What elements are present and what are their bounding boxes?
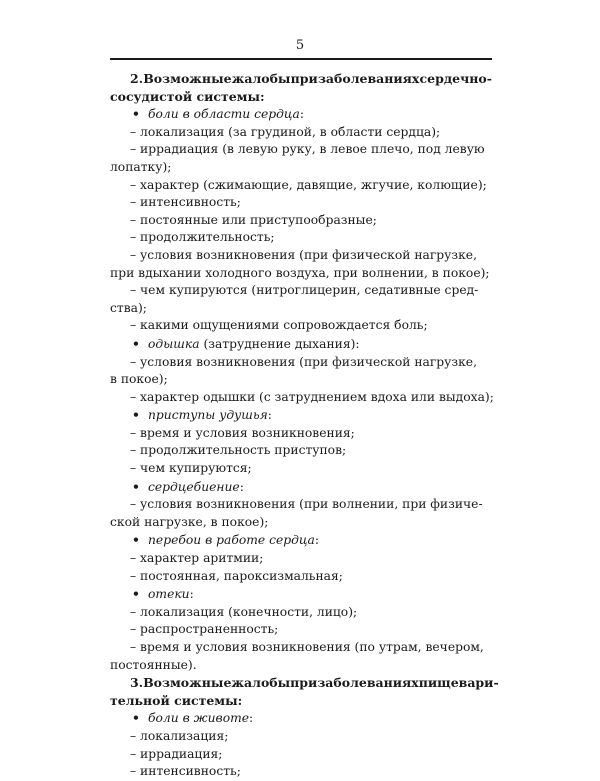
title-word: 3. [130,675,144,691]
list-item: – постоянные или приступообразные; [130,212,377,227]
bullet-icon: • [132,335,140,351]
bullet-heading-edema [110,585,492,604]
bullet-suffix: (затруднение дыхания): [199,336,360,351]
list-item: ской нагрузке, в покое); [110,514,269,529]
list-item: – условия возникновения (при волнении, при физиче- [130,497,483,512]
page-number: 5 [295,38,305,53]
bullet-icon: • [132,407,140,423]
list-item: – время и условия возникновения; [130,425,355,440]
list-item: лопатку); [110,159,172,174]
title-word: сердечно- [419,71,492,86]
title-word: пищевари- [418,675,499,691]
bullet-icon: • [132,710,140,726]
bullet-label: сердцебиение [148,479,240,494]
list-item: – продолжительность; [130,230,275,245]
section-2-title-line-1 [110,70,492,88]
list-item: – характер аритмии; [130,551,264,566]
bullet-icon: • [132,586,140,602]
header-rule [110,58,492,60]
title-word: Возможные [143,71,232,86]
title-word: при [290,71,318,86]
bullet-suffix: : [189,587,194,602]
page-content [110,70,499,781]
title-word: Возможные [143,675,232,691]
bullet-heading-pain [110,105,492,124]
bullet-label: отеки [148,587,190,602]
bullet-label: боли в животе [148,711,250,726]
bullet-suffix: : [249,711,254,726]
title-word: заболеваниях [317,675,419,691]
list-item: – интенсивность; [130,764,241,779]
section-3-title-line-1 [110,674,499,692]
list-item-text: – иррадиация (в левую руку, в левое плечо, под левую [130,142,485,157]
title-word: жалобы [231,71,291,86]
title-word: при [290,675,318,691]
bullet-icon: • [132,532,140,548]
bullet-suffix: : [239,479,244,494]
list-item: – локализация (за грудиной, в области сердца); [130,124,441,139]
list-item: постоянные). [110,657,197,672]
list-item [110,141,492,159]
list-item: в покое); [110,372,168,387]
title-word: заболеваниях [317,71,420,86]
list-item: – распространенность; [130,622,279,637]
bullet-icon: • [132,478,140,494]
list-item: – иррадиация; [130,746,223,761]
list-item: – продолжительность приступов; [130,443,347,458]
list-item: – характер (сжимающие, давящие, жгучие, колющие); [130,177,487,192]
list-item: при вдыхании холодного воздуха, при волнении, в покое); [110,265,490,280]
list-item: – условия возникновения (при физической нагрузке, [130,247,477,262]
title-word: жалобы [231,675,291,691]
bullet-label: боли в области сердца [148,107,300,122]
bullet-suffix: : [314,533,320,548]
list-item: – какими ощущениями сопровождается боль; [130,318,428,333]
list-item: – время и условия возникновения (по утрам, вечером, [130,640,484,654]
bullet-heading-palpitation [110,478,492,497]
list-item: – чем купируются (нитроглицерин, седативные сред- [130,283,479,298]
bullet-heading-suffocation [110,406,492,425]
list-item: – постоянная, пароксизмальная; [130,568,343,583]
list-item: – интенсивность; [130,195,241,210]
title-word: 2. [130,71,144,86]
bullet-suffix: : [267,408,272,423]
bullet-icon: • [132,106,140,122]
bullet-label: перебои в работе сердца [148,533,315,548]
list-item: – локализация (конечности, лицо); [130,604,358,619]
bullet-heading-abdominal-pain [110,709,492,728]
bullet-label: приступы удушья [148,408,268,423]
bullet-label: одышка [148,336,200,351]
list-item: – локализация; [130,728,229,743]
list-item: – условия возникновения (при физической нагрузке, [130,354,477,369]
section-3-title-line-2: тельной системы: [110,692,243,708]
section-2-title-line-2: сосудистой системы: [110,88,265,104]
bullet-heading-dyspnea [110,335,492,354]
list-item: – чем купируются; [130,461,252,476]
list-item: ства); [110,300,147,315]
bullet-heading-interruptions [110,531,492,550]
bullet-suffix: : [299,107,304,122]
list-item: – характер одышки (с затруднением вдоха или выдоха); [130,389,494,404]
